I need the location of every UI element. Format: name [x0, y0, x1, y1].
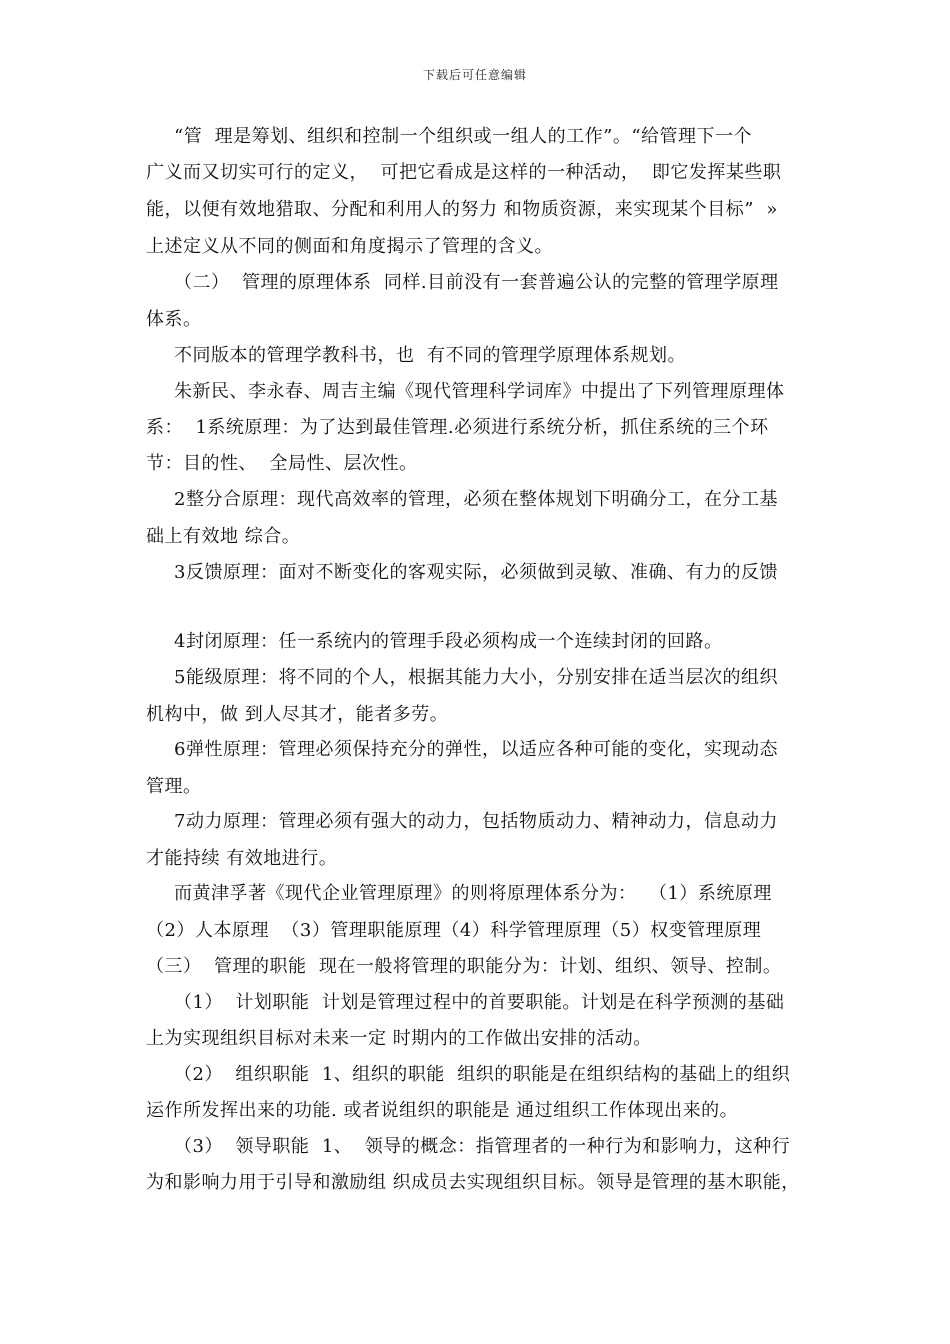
text-line: 体系。: [146, 309, 202, 330]
text-line: 运作所发挥出来的功能. 或者说组织的职能是 通过组织工作体现出来的。: [146, 1100, 739, 1121]
text-line: 上述定义从不同的侧面和角度揭示了管理的含义。: [146, 236, 553, 257]
text-line: 7动力原理：管理必须有强大的动力，包括物质动力、精神动力，信息动力: [174, 811, 778, 832]
text-line: 朱新民、李永春、周吉主编《现代管理科学词库》中提出了下列管理原理体: [174, 381, 785, 402]
text-line: （三） 管理的职能 现在一般将管理的职能分为：计划、组织、领导、控制。: [146, 956, 782, 977]
text-line: （2）人本原理 （3）管理职能原理（4）科学管理原理（5）权变管理原理: [146, 920, 762, 941]
text-line: 础上有效地 综合。: [146, 526, 301, 547]
text-line: 节：目的性、 全局性、层次性。: [146, 453, 418, 474]
text-line: 系： 1系统原理：为了达到最佳管理.必须进行系统分析，抓住系统的三个环: [146, 417, 769, 438]
text-line: 机构中，做 到人尽其才，能者多劳。: [146, 704, 449, 725]
page-header: 下载后可任意编辑: [422, 68, 527, 82]
text-line: 而黄津孚著《现代企业管理原理》的则将原理体系分为： （1）系统原理: [174, 883, 772, 904]
text-line: （二） 管理的原理体系 同样.目前没有一套普遍公认的完整的管理学原理: [174, 272, 779, 293]
text-line: 3反馈原理：面对不断变化的客观实际，必须做到灵敏、准确、有力的反馈: [174, 562, 778, 583]
text-line: “管 理是筹划、组织和控制一个组织或一组人的工作”。“给管理下一个: [174, 126, 753, 147]
text-line: 能，以便有效地猎取、分配和利用人的努力 和物质资源，来实现某个目标” »: [146, 199, 778, 220]
text-line: 不同版本的管理学教科书，也 有不同的管理学原理体系规划。: [174, 345, 686, 366]
text-line: 5能级原理：将不同的个人，根据其能力大小，分别安排在适当层次的组织: [174, 667, 778, 688]
text-line: 2整分合原理：现代高效率的管理，必须在整体规划下明确分工，在分工基: [174, 489, 778, 510]
text-line: 6弹性原理：管理必须保持充分的弹性，以适应各种可能的变化，实现动态: [174, 739, 778, 760]
text-line: 为和影响力用于引导和激励组 织成员去实现组织目标。领导是管理的基木职能，: [146, 1172, 800, 1193]
text-line: （2） 组织职能 1、组织的职能 组织的职能是在组织结构的基础上的组织: [174, 1064, 791, 1085]
text-line: 管理。: [146, 776, 202, 797]
text-line: 广义而又切实可行的定义， 可把它看成是这样的一种活动， 即它发挥某些职: [146, 162, 782, 183]
text-line: 4封闭原理：任一系统内的管理手段必须构成一个连续封闭的回路。: [174, 631, 723, 652]
text-line: （1） 计划职能 计划是管理过程中的首要职能。计划是在科学预测的基础: [174, 992, 785, 1013]
text-line: 上为实现组织目标对未来一定 时期内的工作做出安排的活动。: [146, 1028, 652, 1049]
text-line: 才能持续 有效地进行。: [146, 848, 338, 869]
text-line: （3） 领导职能 1、 领导的概念：指管理者的一种行为和影响力，这种行: [174, 1136, 791, 1157]
